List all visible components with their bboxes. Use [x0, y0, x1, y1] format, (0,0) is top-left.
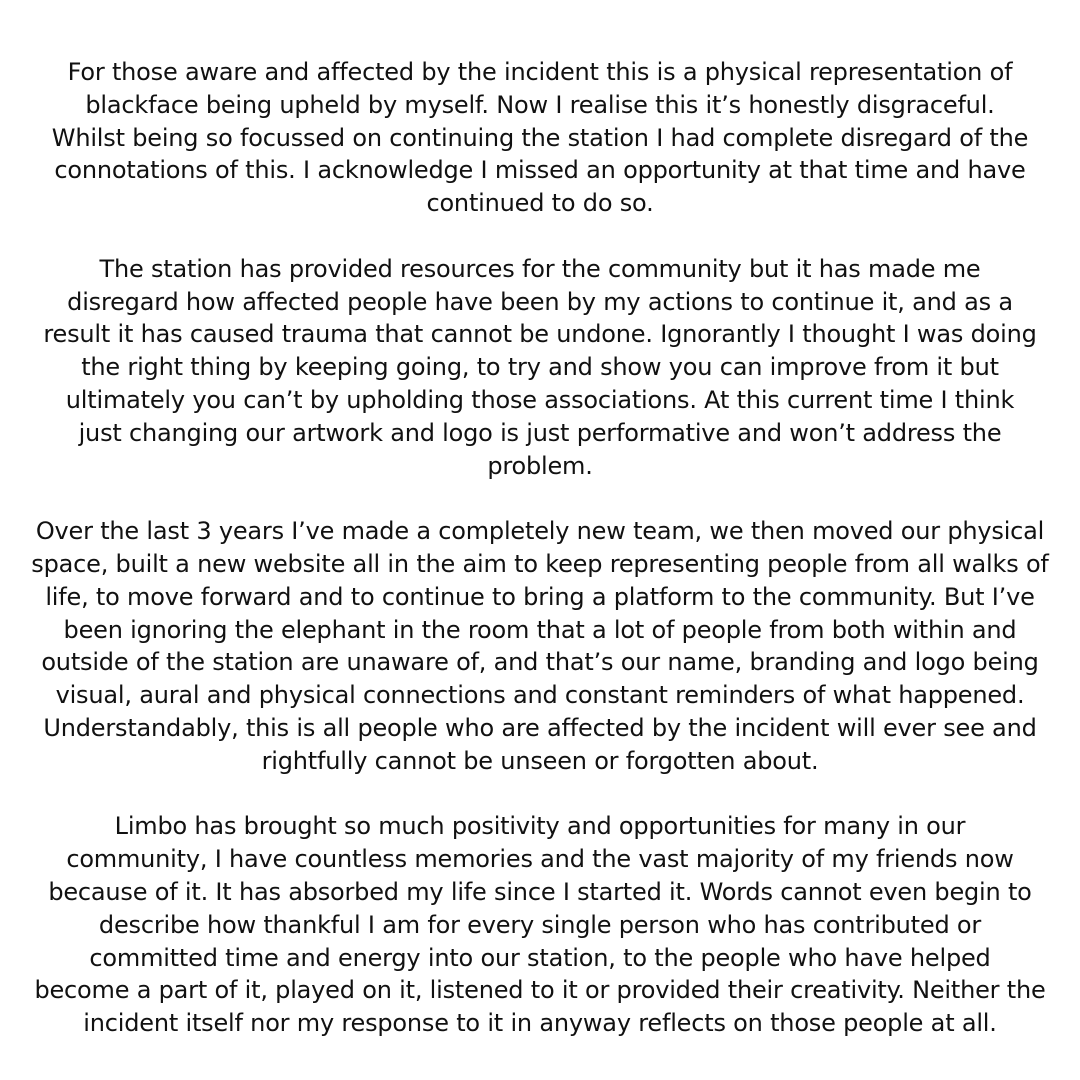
- text-line: result it has caused trauma that cannot be undone. Ignorantly I thought I was doing: [43, 320, 1037, 349]
- text-line: continued to do so.: [426, 189, 654, 218]
- text-line: been ignoring the elephant in the room that a lot of people from both within and: [63, 615, 1017, 644]
- text-line: community, I have countless memories and the vast majority of my friends now: [66, 845, 1014, 874]
- text-line: connotations of this. I acknowledge I missed an opportunity at that time and have: [54, 156, 1026, 185]
- text-line: space, built a new website all in the aim to keep representing people from all walks of: [31, 549, 1049, 578]
- text-line: The station has provided resources for the community but it has made me: [99, 254, 981, 283]
- text-line: become a part of it, played on it, listened to it or provided their creativity. Neither the: [34, 976, 1046, 1005]
- text-line: rightfully cannot be unseen or forgotten about.: [261, 746, 819, 775]
- paragraph-4: [0, 810, 1080, 1040]
- paragraph-1: [0, 56, 1080, 220]
- text-line: blackface being upheld by myself. Now I realise this it’s honestly disgraceful.: [85, 90, 995, 119]
- text-line: just changing our artwork and logo is just performative and won’t address the: [78, 418, 1002, 447]
- text-line: outside of the station are unaware of, and that’s our name, branding and logo being: [41, 648, 1039, 677]
- text-line: committed time and energy into our station, to the people who have helped: [89, 943, 991, 972]
- text-line: For those aware and affected by the incident this is a physical representation of: [67, 58, 1013, 86]
- text-line: ultimately you can’t by upholding those associations. At this current time I think: [65, 385, 1015, 414]
- text-line: visual, aural and physical connections and constant reminders of what happened.: [55, 681, 1025, 710]
- text-line: incident itself nor my response to it in anyway reflects on those people at all.: [83, 1009, 997, 1038]
- text-line: disregard how affected people have been by my actions to continue it, and as a: [67, 287, 1013, 316]
- statement-text: [0, 56, 1080, 1073]
- text-line: Whilst being so focussed on continuing the station I had complete disregard of the: [51, 123, 1029, 152]
- text-line: Limbo has brought so much positivity and opportunities for many in our: [114, 812, 966, 841]
- text-line: Understandably, this is all people who are affected by the incident will ever see and: [43, 713, 1037, 742]
- text-line: the right thing by keeping going, to try and show you can improve from it but: [81, 353, 999, 382]
- text-line: life, to move forward and to continue to bring a platform to the community. But I’ve: [45, 582, 1035, 611]
- paragraph-3: [0, 515, 1080, 777]
- text-line: describe how thankful I am for every single person who has contributed or: [98, 910, 982, 939]
- text-line: Over the last 3 years I’ve made a completely new team, we then moved our physical: [35, 517, 1045, 546]
- paragraph-2: [0, 253, 1080, 483]
- text-line: problem.: [487, 451, 593, 480]
- text-line: because of it. It has absorbed my life since I started it. Words cannot even begin to: [48, 877, 1032, 906]
